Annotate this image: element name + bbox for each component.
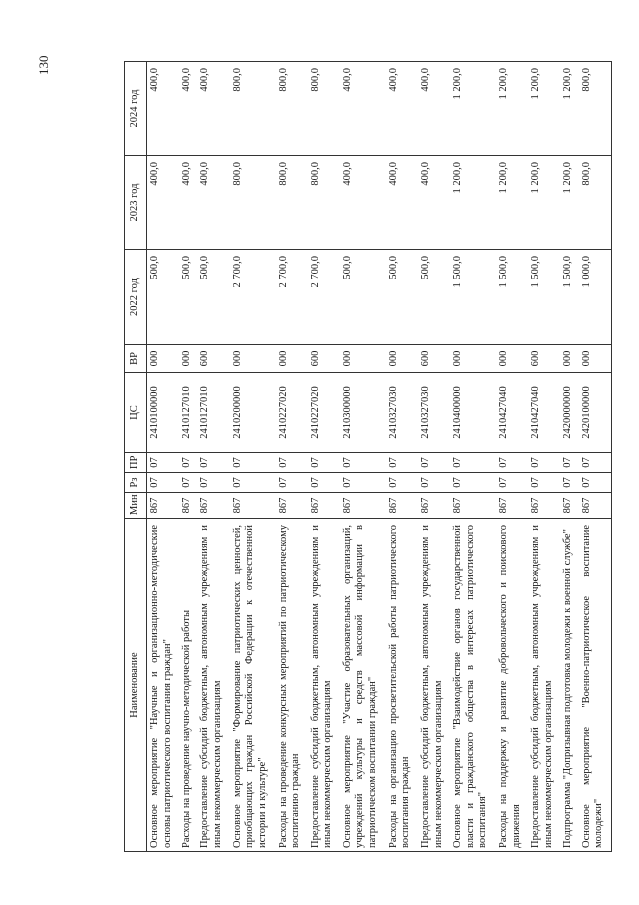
header-min: Мин — [125, 493, 147, 519]
row-pr: 07 — [179, 453, 197, 473]
row-rz: 07 — [560, 473, 578, 493]
header-cs: ЦС — [125, 373, 147, 453]
row-2023: 1 200,0 — [450, 156, 496, 250]
row-2024: 400,0 — [418, 62, 450, 156]
row-vr: 000 — [579, 345, 612, 373]
row-2022: 1 500,0 — [560, 250, 578, 345]
table-row — [179, 62, 197, 852]
row-2023: 400,0 — [340, 156, 386, 250]
row-2024: 1 200,0 — [560, 62, 578, 156]
row-2023: 800,0 — [308, 156, 340, 250]
row-name: Основное мероприятие "Научные и организационно-методические основы патриотического воспитания граждан" — [147, 519, 180, 852]
row-pr: 07 — [197, 453, 229, 473]
row-min: 867 — [579, 493, 612, 519]
row-rz: 07 — [418, 473, 450, 493]
row-cs: 2410427040 — [528, 373, 560, 453]
row-vr: 000 — [386, 345, 418, 373]
row-name: Предоставление субсидий бюджетным, автономным учреждениям и иным некоммерческим организациям — [197, 519, 229, 852]
table-row — [340, 62, 386, 852]
row-cs: 2410127010 — [179, 373, 197, 453]
row-2023: 800,0 — [579, 156, 612, 250]
header-2024: 2024 год — [125, 62, 147, 156]
table-row — [418, 62, 450, 852]
row-2023: 800,0 — [276, 156, 308, 250]
row-min: 867 — [340, 493, 386, 519]
row-rz: 07 — [450, 473, 496, 493]
row-2022: 1 500,0 — [496, 250, 528, 345]
table-row — [308, 62, 340, 852]
row-vr: 600 — [197, 345, 229, 373]
row-rz: 07 — [308, 473, 340, 493]
table-row — [496, 62, 528, 852]
row-2023: 1 200,0 — [560, 156, 578, 250]
row-2022: 500,0 — [340, 250, 386, 345]
row-2022: 1 000,0 — [579, 250, 612, 345]
table-row — [147, 62, 180, 852]
table-row — [197, 62, 229, 852]
header-2023: 2023 год — [125, 156, 147, 250]
row-vr: 600 — [418, 345, 450, 373]
row-name: Основное мероприятие "Взаимодействие органов государственной власти и гражданского общества в интересах патриотического воспитания" — [450, 519, 496, 852]
row-pr: 07 — [276, 453, 308, 473]
row-vr: 000 — [147, 345, 180, 373]
row-name: Расходы на проведение научно-методической работы — [179, 519, 197, 852]
table-row — [579, 62, 612, 852]
row-name: Предоставление субсидий бюджетным, автономным учреждениям и иным некоммерческим организациям — [418, 519, 450, 852]
row-name: Подпрограмма "Допризывная подготовка молодежи к военной службе" — [560, 519, 578, 852]
row-pr: 07 — [496, 453, 528, 473]
row-cs: 2420000000 — [560, 373, 578, 453]
row-cs: 2410227020 — [308, 373, 340, 453]
row-2022: 500,0 — [386, 250, 418, 345]
row-name: Основное мероприятие "Формирование патриотических ценностей, приобщающих граждан Российской Федерации к отечественной истории и культуре" — [230, 519, 276, 852]
row-2023: 400,0 — [418, 156, 450, 250]
row-cs: 2410400000 — [450, 373, 496, 453]
row-2024: 400,0 — [386, 62, 418, 156]
row-2023: 1 200,0 — [496, 156, 528, 250]
row-pr: 07 — [308, 453, 340, 473]
row-rz: 07 — [386, 473, 418, 493]
row-2023: 400,0 — [386, 156, 418, 250]
row-2024: 800,0 — [230, 62, 276, 156]
row-2023: 400,0 — [147, 156, 180, 250]
row-pr: 07 — [528, 453, 560, 473]
row-min: 867 — [528, 493, 560, 519]
header-pr: ПР — [125, 453, 147, 473]
row-pr: 07 — [560, 453, 578, 473]
table-row — [560, 62, 578, 852]
row-rz: 07 — [340, 473, 386, 493]
row-min: 867 — [496, 493, 528, 519]
row-2024: 800,0 — [276, 62, 308, 156]
row-vr: 000 — [179, 345, 197, 373]
row-cs: 2410300000 — [340, 373, 386, 453]
row-pr: 07 — [450, 453, 496, 473]
row-2022: 2 700,0 — [230, 250, 276, 345]
row-min: 867 — [147, 493, 180, 519]
row-2024: 400,0 — [147, 62, 180, 156]
row-name: Расходы на организацию просветительской работы патриотического воспитания граждан — [386, 519, 418, 852]
row-vr: 000 — [276, 345, 308, 373]
row-2024: 800,0 — [308, 62, 340, 156]
row-pr: 07 — [579, 453, 612, 473]
row-2022: 500,0 — [418, 250, 450, 345]
row-2023: 1 200,0 — [528, 156, 560, 250]
row-rz: 07 — [230, 473, 276, 493]
row-vr: 600 — [308, 345, 340, 373]
row-2022: 1 500,0 — [450, 250, 496, 345]
row-name: Основное мероприятие "Военно-патриотическое воспитание молодежи" — [579, 519, 612, 852]
row-2024: 400,0 — [340, 62, 386, 156]
row-name: Расходы на поддержку и развитие добровольческого и поискового движения — [496, 519, 528, 852]
row-rz: 07 — [528, 473, 560, 493]
row-pr: 07 — [418, 453, 450, 473]
row-cs: 2410100000 — [147, 373, 180, 453]
row-name: Предоставление субсидий бюджетным, автономным учреждениям и иным некоммерческим организациям — [308, 519, 340, 852]
row-min: 867 — [179, 493, 197, 519]
table-row — [276, 62, 308, 852]
rotated-table-container — [124, 62, 612, 852]
row-2022: 2 700,0 — [276, 250, 308, 345]
row-rz: 07 — [179, 473, 197, 493]
row-2022: 1 500,0 — [528, 250, 560, 345]
row-2022: 500,0 — [179, 250, 197, 345]
row-2024: 400,0 — [179, 62, 197, 156]
budget-table — [124, 61, 612, 852]
row-rz: 07 — [276, 473, 308, 493]
row-2022: 500,0 — [197, 250, 229, 345]
row-2024: 1 200,0 — [496, 62, 528, 156]
row-2023: 800,0 — [230, 156, 276, 250]
row-2022: 2 700,0 — [308, 250, 340, 345]
row-name: Основное мероприятие "Участие образовательных организаций, учреждений культуры и средств массовой информации в патриотическом воспитании граждан" — [340, 519, 386, 852]
table-row — [528, 62, 560, 852]
row-vr: 000 — [496, 345, 528, 373]
table-row — [386, 62, 418, 852]
row-cs: 2410227020 — [276, 373, 308, 453]
row-vr: 600 — [528, 345, 560, 373]
header-vr: ВР — [125, 345, 147, 373]
row-2023: 400,0 — [197, 156, 229, 250]
row-2024: 1 200,0 — [450, 62, 496, 156]
row-vr: 000 — [230, 345, 276, 373]
row-cs: 2410200000 — [230, 373, 276, 453]
table-row — [230, 62, 276, 852]
table-header — [125, 62, 147, 852]
row-pr: 07 — [386, 453, 418, 473]
row-min: 867 — [386, 493, 418, 519]
row-min: 867 — [230, 493, 276, 519]
page-number: 130 — [36, 55, 51, 75]
row-name: Предоставление субсидий бюджетным, автономным учреждениям и иным некоммерческим организациям — [528, 519, 560, 852]
row-pr: 07 — [340, 453, 386, 473]
row-cs: 2410127010 — [197, 373, 229, 453]
row-2024: 1 200,0 — [528, 62, 560, 156]
row-name: Расходы на проведение конкурсных мероприятий по патриотическому воспитанию граждан — [276, 519, 308, 852]
row-cs: 2420100000 — [579, 373, 612, 453]
row-cs: 2410327030 — [418, 373, 450, 453]
row-vr: 000 — [450, 345, 496, 373]
row-min: 867 — [418, 493, 450, 519]
row-2024: 400,0 — [197, 62, 229, 156]
table-row — [450, 62, 496, 852]
row-min: 867 — [308, 493, 340, 519]
row-rz: 07 — [147, 473, 180, 493]
row-pr: 07 — [147, 453, 180, 473]
row-rz: 07 — [197, 473, 229, 493]
header-rz: Рз — [125, 473, 147, 493]
header-2022: 2022 год — [125, 250, 147, 345]
row-rz: 07 — [496, 473, 528, 493]
row-2023: 400,0 — [179, 156, 197, 250]
row-rz: 07 — [579, 473, 612, 493]
row-min: 867 — [276, 493, 308, 519]
row-vr: 000 — [340, 345, 386, 373]
row-cs: 2410427040 — [496, 373, 528, 453]
row-2022: 500,0 — [147, 250, 180, 345]
row-min: 867 — [450, 493, 496, 519]
row-min: 867 — [560, 493, 578, 519]
row-2024: 800,0 — [579, 62, 612, 156]
row-min: 867 — [197, 493, 229, 519]
row-pr: 07 — [230, 453, 276, 473]
table-body — [147, 62, 612, 852]
row-vr: 000 — [560, 345, 578, 373]
header-name: Наименование — [125, 519, 147, 852]
row-cs: 2410327030 — [386, 373, 418, 453]
